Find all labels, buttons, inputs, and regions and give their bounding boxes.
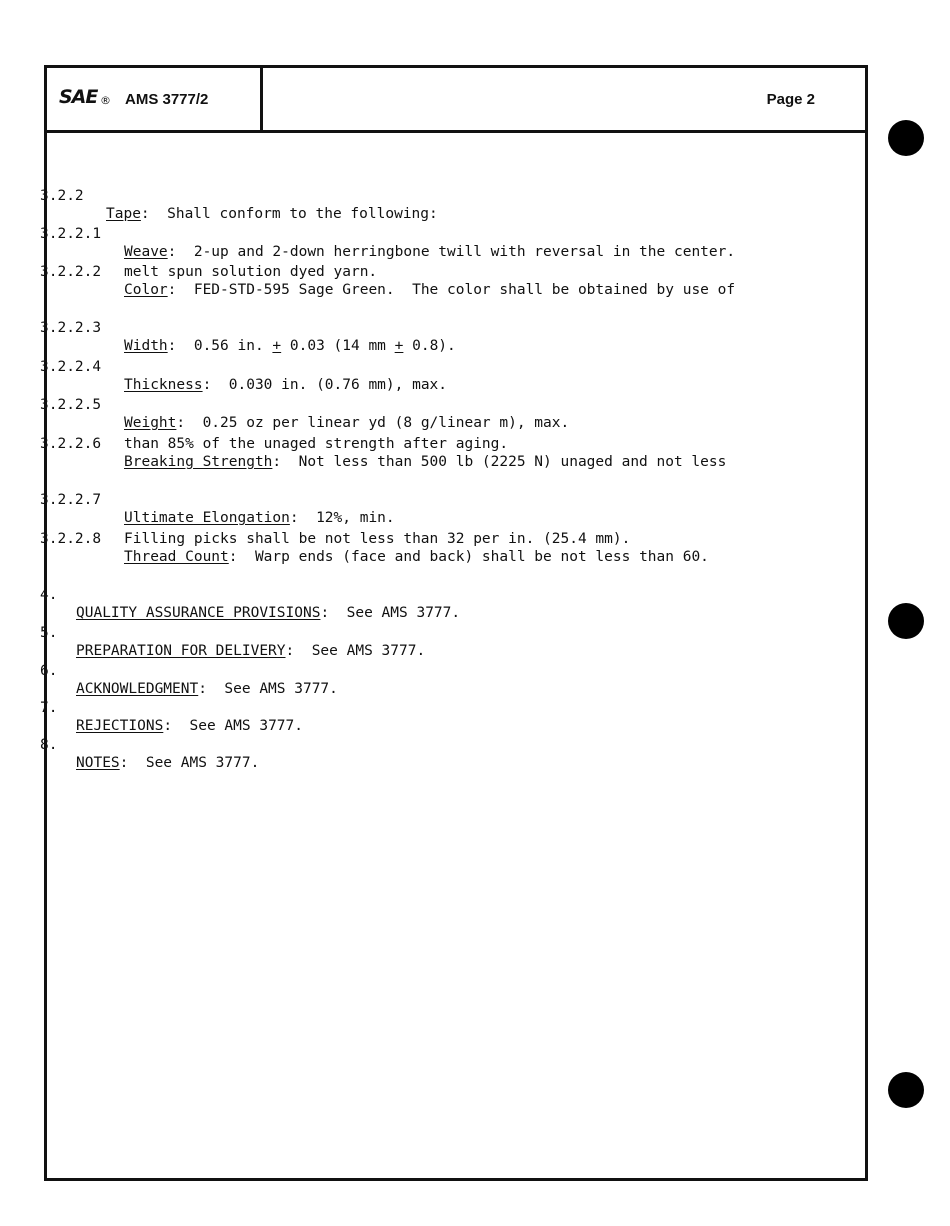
section-number: 3.2.2.1 (40, 226, 102, 242)
section-text: 0.03 (14 mm (281, 338, 395, 354)
binder-hole-top (888, 120, 924, 156)
section-number: 7. (40, 700, 58, 716)
section-number: 8. (40, 737, 58, 753)
section-text: : Warp ends (face and back) shall be not less than 60. (228, 549, 709, 565)
header-id-cell (47, 68, 263, 130)
sae-logo: SAE (59, 86, 98, 108)
section-number: 3.2.2.6 (40, 436, 102, 452)
section-text: : 12%, min. (289, 510, 395, 526)
binder-hole-bottom (888, 1072, 924, 1108)
section-number: 3.2.2 (40, 188, 84, 204)
page-number: Page 2 (766, 91, 815, 108)
section-text-line2: than 85% of the unaged strength after aging. (124, 436, 509, 452)
section-number: 5. (40, 625, 58, 641)
registered-mark: ® (100, 94, 111, 107)
section-text-line2: Filling picks shall be not less than 32 per in. (25.4 mm). (124, 531, 631, 547)
section-term: Weave (124, 244, 168, 260)
section-term: NOTES (76, 755, 120, 771)
section-text-line2: melt spun solution dyed yarn. (124, 264, 378, 280)
section-number: 3.2.2.5 (40, 397, 102, 413)
section-number: 4. (40, 587, 58, 603)
section-term: PREPARATION FOR DELIVERY (76, 643, 286, 659)
page-frame (44, 65, 868, 1181)
section-number: 6. (40, 663, 58, 679)
section-text: : 2-up and 2-down herringbone twill with reversal in the center. (167, 244, 736, 260)
page-header (47, 68, 865, 133)
section-text: 0.8). (403, 338, 456, 354)
section-text: : See AMS 3777. (285, 643, 426, 659)
plus-minus-sign: + (272, 338, 282, 354)
section-text: : 0.030 in. (0.76 mm), max. (202, 377, 448, 393)
section-text: : 0.56 in. (167, 338, 273, 354)
section-term: Thread Count (124, 549, 229, 565)
section-number: 3.2.2.2 (40, 264, 102, 280)
section-term: Tape (106, 206, 141, 222)
section-number: 3.2.2.8 (40, 531, 102, 547)
section-number: 3.2.2.7 (40, 492, 102, 508)
section-text: : See AMS 3777. (163, 718, 303, 734)
section-number: 3.2.2.4 (40, 359, 102, 375)
binder-hole-middle (888, 603, 924, 639)
section-term: Thickness (124, 377, 203, 393)
section-text: : See AMS 3777. (119, 755, 260, 771)
section-text: : Shall conform to the following: (140, 206, 438, 222)
section-term: Weight (124, 415, 177, 431)
section-term: Color (124, 282, 168, 298)
section-number: 3.2.2.3 (40, 320, 102, 336)
section-term: QUALITY ASSURANCE PROVISIONS (76, 605, 321, 621)
section-text: : Not less than 500 lb (2225 N) unaged and not less (272, 454, 727, 470)
section-term: Width (124, 338, 168, 354)
section-term: REJECTIONS (76, 718, 164, 734)
document-id: AMS 3777/2 (125, 91, 209, 108)
section-text: : 0.25 oz per linear yd (8 g/linear m), max. (176, 415, 570, 431)
section-text: : See AMS 3777. (320, 605, 461, 621)
section-term: Ultimate Elongation (124, 510, 290, 526)
section-term: ACKNOWLEDGMENT (76, 681, 199, 697)
plus-minus-sign: + (394, 338, 404, 354)
section-text: : FED-STD-595 Sage Green. The color shall be obtained by use of (167, 282, 736, 298)
section-text: : See AMS 3777. (198, 681, 338, 697)
section-term: Breaking Strength (124, 454, 273, 470)
